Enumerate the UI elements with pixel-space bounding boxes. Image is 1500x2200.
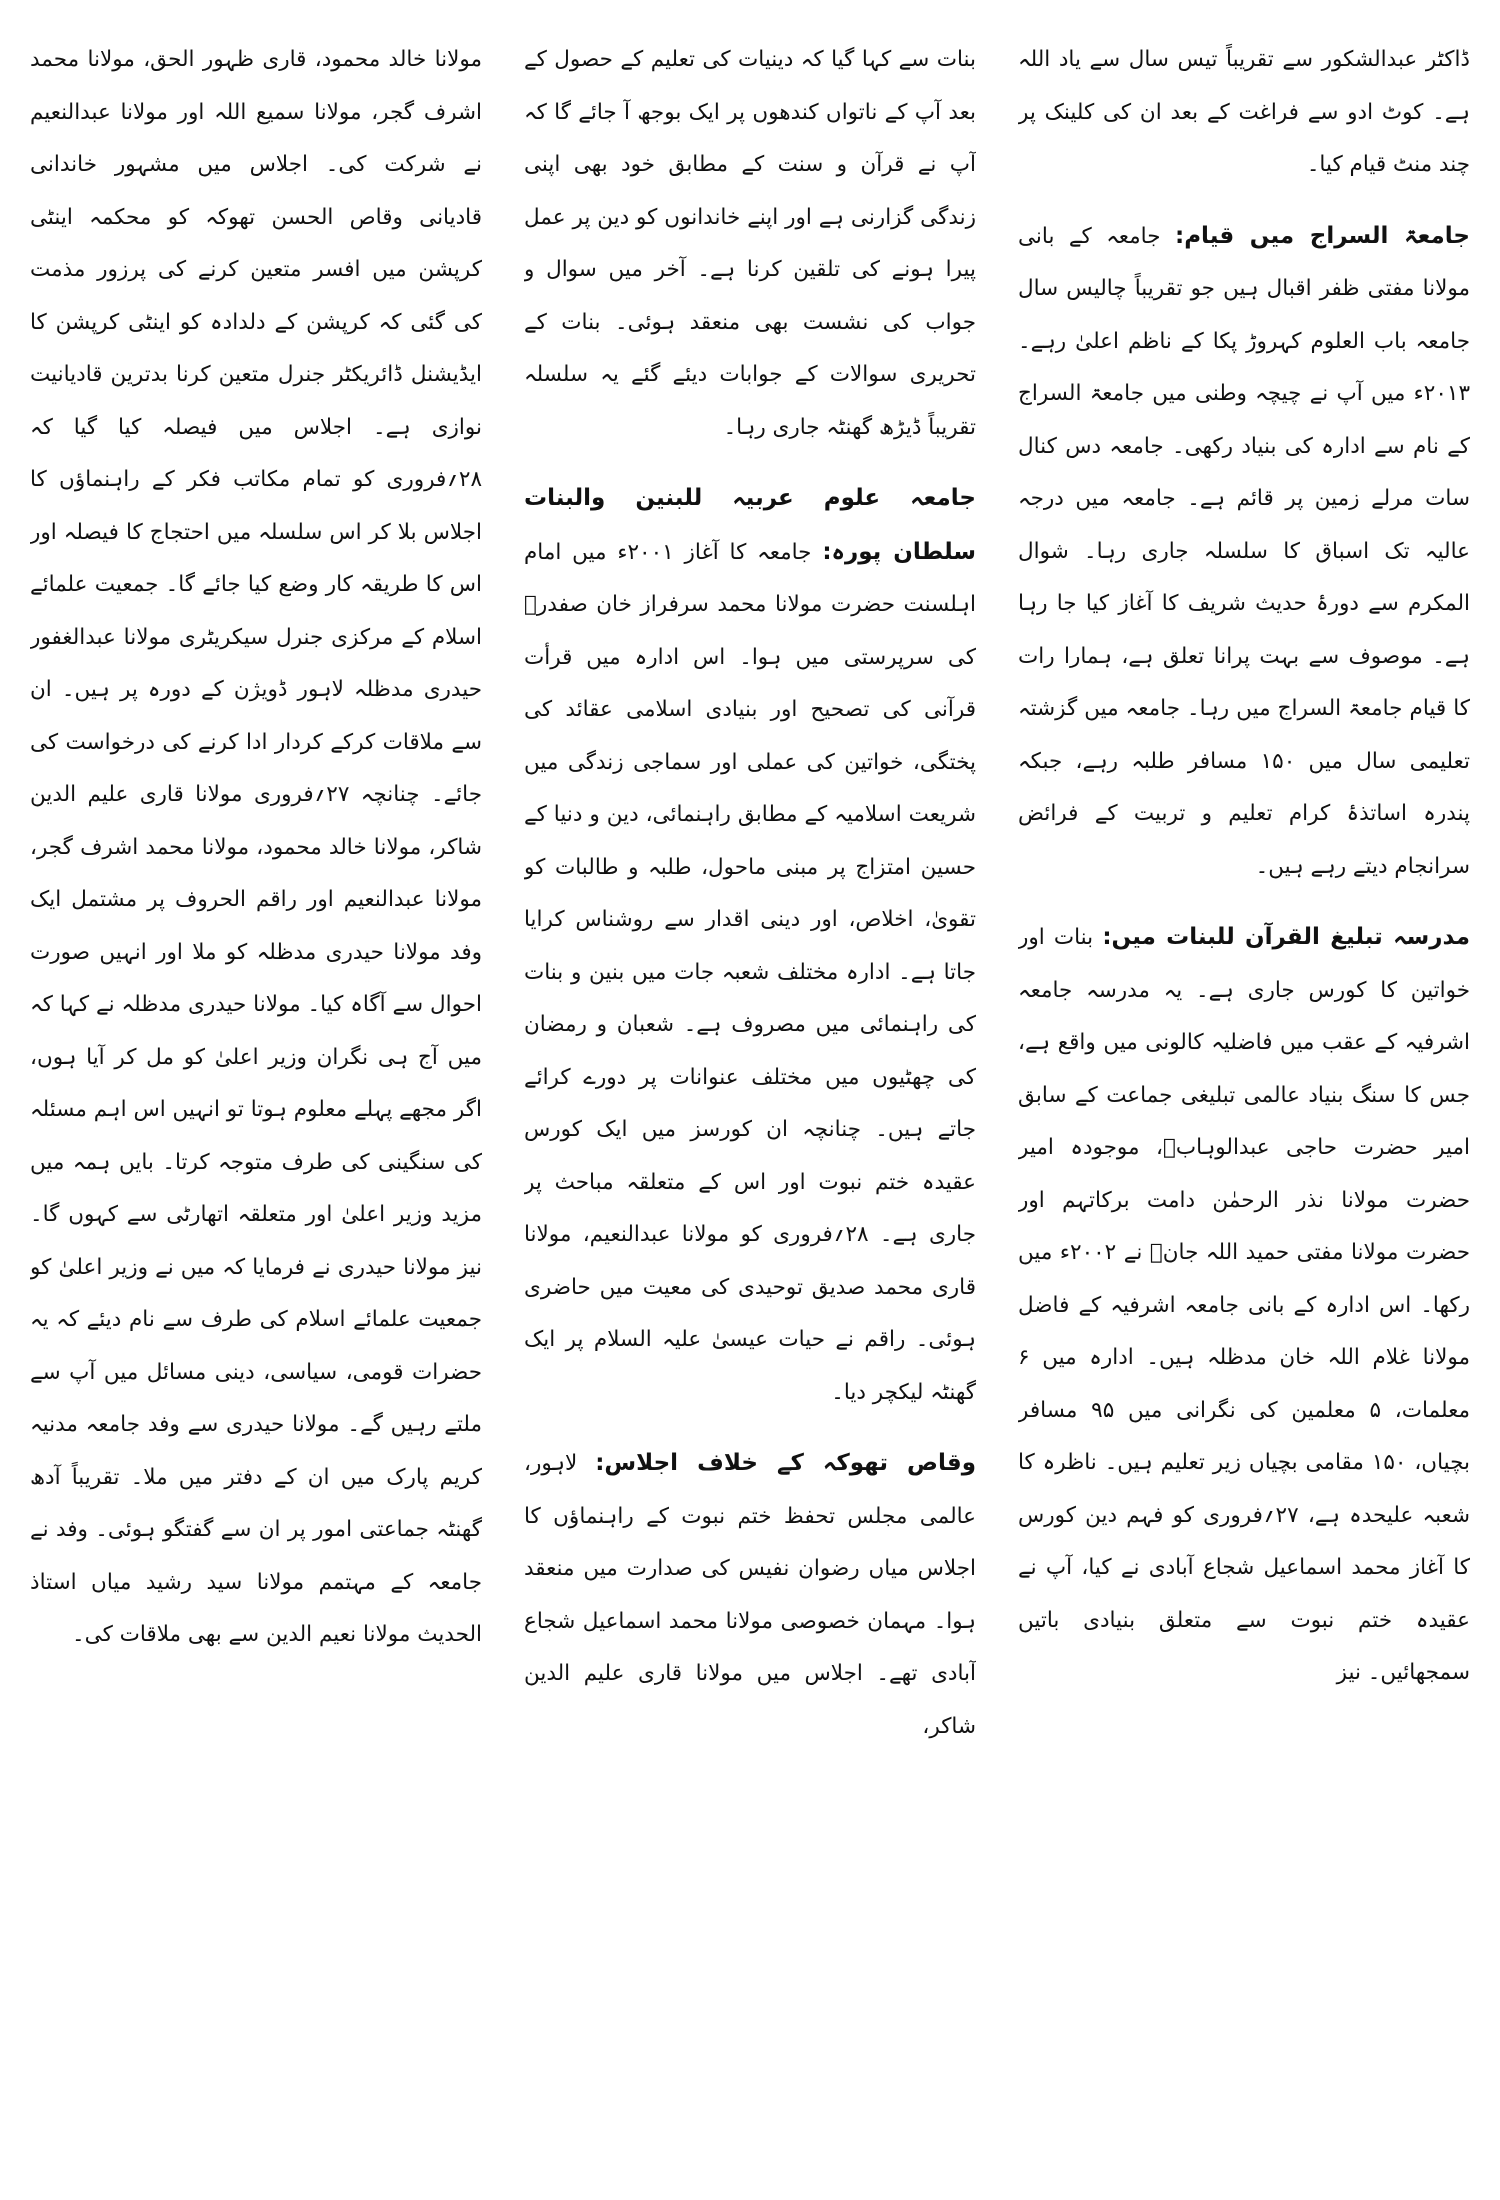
paragraph bbox=[524, 1437, 976, 1753]
paragraph-text: بنات سے کہا گیا کہ دینیات کی تعلیم کے حصول کے بعد آپ کے ناتواں کندھوں پر ایک بوجھ آ جائے گا کہ آپ نے قرآن و سنت کے مطابق خود بھی اپنی زندگی گزارنی ہے اور اپنے خاندانوں کو دین پر عمل پیرا ہونے کی تلقین کرنا ہے۔ آخر میں سوال و جواب کی نشست بھی منعقد ہوئی۔ بنات کے تحریری سوالات کے جوابات دیئے گئے یہ سلسلہ تقریباً ڈیڑھ گھنٹہ جاری رہا۔ bbox=[524, 47, 976, 440]
article-column-right bbox=[1018, 34, 1470, 2180]
paragraph bbox=[1018, 210, 1470, 894]
paragraph-text: جامعہ کا آغاز ۲۰۰۱ء میں امام اہلسنت حضرت مولانا محمد سرفراز خان صفدرؒ کی سرپرستی میں ہوا۔ اس ادارہ میں قرأت قرآنی کی تصحیح اور بنیادی اسلامی عقائد کی پختگی، خواتین کی عملی اور سماجی زندگی میں شریعت اسلامیہ کے مطابق راہنمائی، دین و دنیا کے حسین امتزاج پر مبنی ماحول، طلبہ و طالبات کو تقویٰ، اخلاص، اور دینی اقدار سے روشناس کرایا جاتا ہے۔ ادارہ مختلف شعبہ جات میں بنین و بنات کی راہنمائی میں مصروف ہے۔ شعبان و رمضان کی چھٹیوں میں مختلف عنوانات پر دورے کرائے جاتے ہیں۔ چنانچہ ان کورسز میں ایک کورس عقیدہ ختم نبوت اور اس کے متعلقہ مباحث پر جاری ہے۔ ۲۸؍فروری کو مولانا عبدالنعیم، مولانا قاری محمد صدیق توحیدی کی معیت میں حاضری ہوئی۔ راقم نے حیات عیسیٰ علیہ السلام پر ایک گھنٹہ لیکچر دیا۔ bbox=[524, 539, 976, 1405]
paragraph-text: بنات اور خواتین کا کورس جاری ہے۔ یہ مدرسہ جامعہ اشرفیہ کے عقب میں فاضلیہ کالونی میں واقع ہے، جس کا سنگ بنیاد عالمی تبلیغی جماعت کے سابق امیر حضرت حاجی عبدالوہابؒ، موجودہ امیر حضرت مولانا نذر الرحمٰن دامت برکاتہم اور حضرت مولانا مفتی حمید اللہ جانؒ نے ۲۰۰۲ء میں رکھا۔ اس ادارہ کے بانی جامعہ اشرفیہ کے فاضل مولانا غلام اللہ خان مدظلہ ہیں۔ ادارہ میں ۶ معلمات، ۵ معلمین کی نگرانی میں ۹۵ مسافر بچیاں، ۱۵۰ مقامی بچیاں زیر تعلیم ہیں۔ ناظرہ کا شعبہ علیحدہ ہے، ۲۷؍فروری کو فہم دین کورس کا آغاز محمد اسماعیل شجاع آبادی نے کیا، آپ نے عقیدہ ختم نبوت سے متعلق بنیادی باتیں سمجھائیں۔ نیز bbox=[1018, 925, 1470, 1685]
paragraph bbox=[524, 472, 976, 1419]
section-heading: جامعہ علوم عربیہ للبنین والبنات سلطان پورہ: bbox=[524, 485, 976, 565]
article-column-left bbox=[30, 34, 482, 2180]
paragraph bbox=[30, 34, 482, 1662]
article-column-middle bbox=[524, 34, 976, 2180]
paragraph bbox=[1018, 911, 1470, 1700]
paragraph-text: جامعہ کے بانی مولانا مفتی ظفر اقبال ہیں جو تقریباً چالیس سال جامعہ باب العلوم کہروڑ پکا کے ناظم اعلیٰ رہے۔ ۲۰۱۳ء میں آپ نے چیچہ وطنی میں جامعۃ السراج کے نام سے ادارہ کی بنیاد رکھی۔ جامعہ دس کنال سات مرلے زمین پر قائم ہے۔ جامعہ میں درجہ عالیہ تک اسباق کا سلسلہ جاری رہا۔ شوال المکرم سے دورۂ حدیث شریف کا آغاز کیا جا رہا ہے۔ موصوف سے بہت پرانا تعلق ہے، ہمارا رات کا قیام جامعۃ السراج میں رہا۔ جامعہ میں گزشتہ تعلیمی سال میں ۱۵۰ مسافر طلبہ رہے، جبکہ پندرہ اساتذۂ کرام تعلیم و تربیت کے فرائض سرانجام دیتے رہے ہیں۔ bbox=[1018, 223, 1470, 879]
paragraph bbox=[1018, 34, 1470, 192]
paragraph-text: مولانا خالد محمود، قاری ظہور الحق، مولانا محمد اشرف گجر، مولانا سمیع اللہ اور مولانا عبدالنعیم نے شرکت کی۔ اجلاس میں مشہور خاندانی قادیانی وقاص الحسن تھوکہ کو محکمہ اینٹی کرپشن میں افسر متعین کرنے کی پرزور مذمت کی گئی کہ کرپشن کے دلدادہ کو اینٹی کرپشن کا ایڈیشنل ڈائریکٹر جنرل متعین کرنا بدترین قادیانیت نوازی ہے۔ اجلاس میں فیصلہ کیا گیا کہ ۲۸؍فروری کو تمام مکاتب فکر کے راہنماؤں کا اجلاس بلا کر اس سلسلہ میں احتجاج کا فیصلہ اور اس کا طریقہ کار وضع کیا جائے گا۔ جمعیت علمائے اسلام کے مرکزی جنرل سیکریٹری مولانا عبدالغفور حیدری مدظلہ لاہور ڈویژن کے دورہ پر ہیں۔ ان سے ملاقات کرکے کردار ادا کرنے کی درخواست کی جائے۔ چنانچہ ۲۷؍فروری مولانا قاری علیم الدین شاکر، مولانا خالد محمود، مولانا محمد اشرف گجر، مولانا عبدالنعیم اور راقم الحروف پر مشتمل ایک وفد مولانا حیدری مدظلہ کو ملا اور انہیں صورت احوال سے آگاہ کیا۔ مولانا حیدری مدظلہ نے کہا کہ میں آج ہی نگران وزیر اعلیٰ کو مل کر آیا ہوں، اگر مجھے پہلے معلوم ہوتا تو انہیں اس اہم مسئلہ کی سنگینی کی طرف متوجہ کرتا۔ بایں ہمہ میں مزید وزیر اعلیٰ اور متعلقہ اتھارٹی سے کہوں گا۔ نیز مولانا حیدری نے فرمایا کہ میں نے وزیر اعلیٰ کو جمعیت علمائے اسلام کی طرف سے نام دیئے کہ یہ حضرات قومی، سیاسی، دینی مسائل میں آپ سے ملتے رہیں گے۔ مولانا حیدری سے وفد جامعہ مدنیہ کریم پارک میں ان کے دفتر میں ملا۔ تقریباً آدھ گھنٹہ جماعتی امور پر ان سے گفتگو ہوئی۔ وفد نے جامعہ کے مہتمم مولانا سید رشید میاں استاذ الحدیث مولانا نعیم الدین سے بھی ملاقات کی۔ bbox=[30, 47, 482, 1647]
section-heading: وقاص تھوکہ کے خلاف اجلاس: bbox=[595, 1450, 976, 1476]
paragraph-text: لاہور، عالمی مجلس تحفظ ختم نبوت کے راہنماؤں کا اجلاس میاں رضوان نفیس کی صدارت میں منعقد ہوا۔ مہمان خصوصی مولانا محمد اسماعیل شجاع آبادی تھے۔ اجلاس میں مولانا قاری علیم الدین شاکر، bbox=[524, 1451, 976, 1739]
section-heading: جامعۃ السراج میں قیام: bbox=[1175, 222, 1470, 249]
paragraph bbox=[524, 34, 976, 454]
section-heading: مدرسہ تبلیغ القرآن للبنات میں: bbox=[1102, 924, 1470, 950]
paragraph-text: ڈاکٹر عبدالشکور سے تقریباً تیس سال سے یاد اللہ ہے۔ کوٹ ادو سے فراغت کے بعد ان کی کلینک پر چند منٹ قیام کیا۔ bbox=[1018, 47, 1470, 177]
